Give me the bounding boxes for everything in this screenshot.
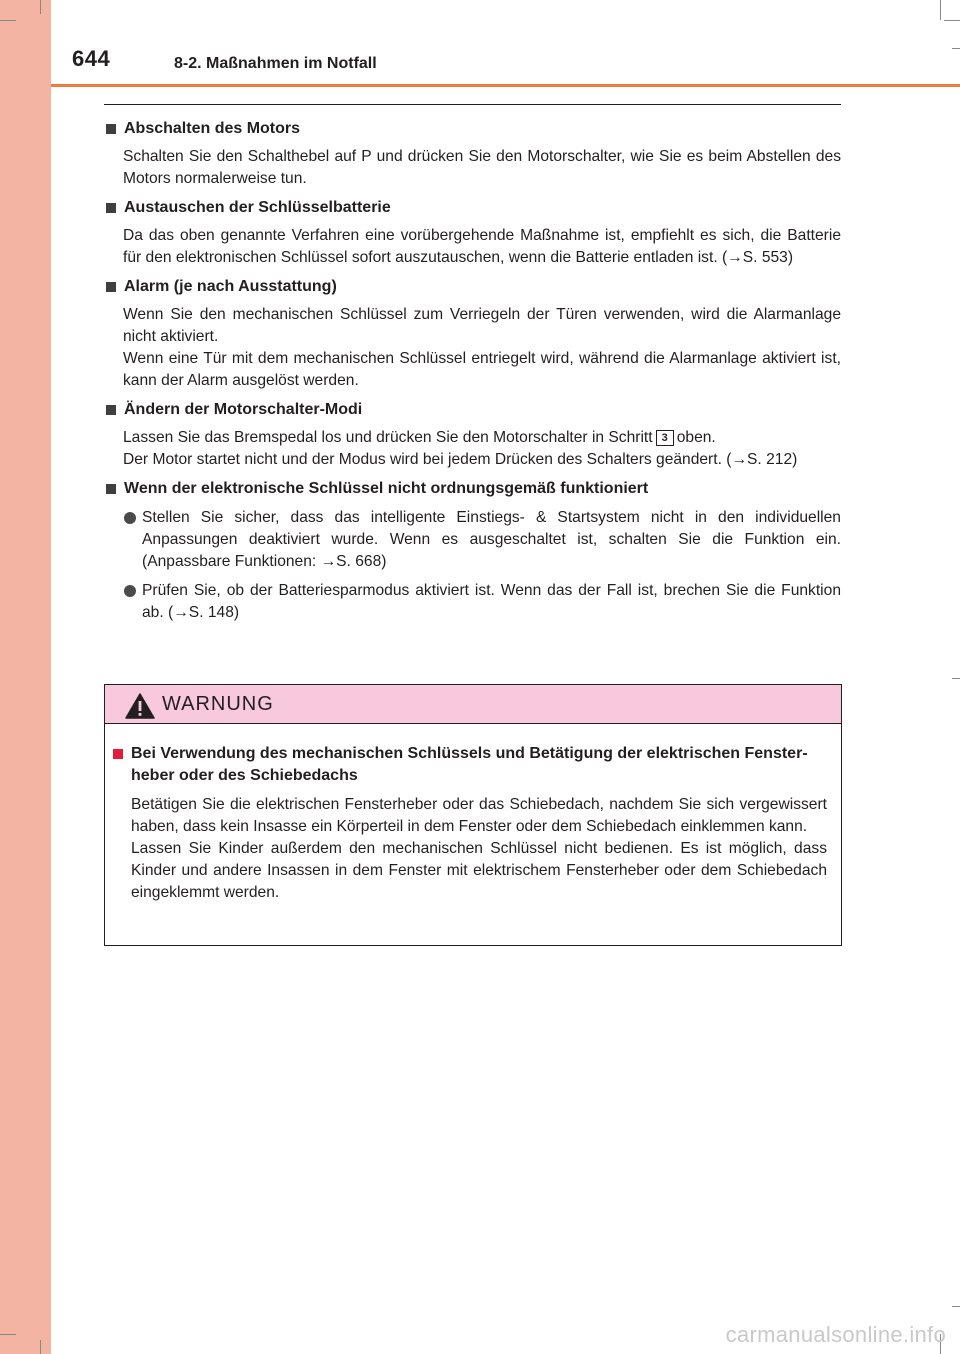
crop-mark — [952, 678, 960, 679]
item-heading: Abschalten des Motors — [104, 118, 841, 140]
paragraph: Da das oben genannte Verfahren eine vorübergehende Maßnahme ist, empfiehlt es sich, die Batterie für den elektronischen Schlüssel sofort auszutauschen, wenn die Batterie entladen ist. (→S. 553) — [123, 227, 841, 266]
crop-mark — [944, 20, 960, 21]
square-bullet-icon — [106, 203, 116, 213]
warning-triangle-icon — [125, 693, 155, 719]
warning-header — [105, 685, 841, 724]
crop-mark — [952, 48, 960, 49]
square-bullet-icon — [106, 124, 116, 134]
content-area — [104, 118, 841, 631]
item-abschalten — [104, 118, 841, 190]
item-alarm — [104, 276, 841, 392]
paragraph: Lassen Sie Kinder außerdem den mechanischen Schlüssel nicht bedienen. Es ist möglich, dass Kinder und andere Insassen in dem Fenster mit elektrischem Fensterheber oder dem Schiebedach eingeklemmt werden. — [131, 840, 827, 901]
warning-box — [104, 684, 842, 946]
list-item: Stellen Sie sicher, dass das intelligente Einstiegs- & Startsystem nicht in den individuellen Anpassungen deaktiviert wurde. Wenn es ausgeschaltet ist, schalten Sie die Funktion ein. (Anpassbare Funktionen: →S. 668) — [104, 507, 841, 573]
item-body — [104, 146, 841, 190]
item-heading: Alarm (je nach Ausstattung) — [104, 276, 841, 298]
crop-mark — [40, 1340, 41, 1354]
paragraph: Betätigen Sie die elektrischen Fensterheber oder das Schiebedach, nachdem Sie sich vergewissert haben, dass kein Insasse ein Körperteil in dem Fenster oder dem Schiebedach einklemmen kann. — [131, 796, 827, 835]
header-rule — [51, 84, 960, 87]
site-watermark: carmanualsonline.info — [725, 1322, 946, 1347]
paragraph: Schalten Sie den Schalthebel auf P und drücken Sie den Motorschalter, wie Sie es beim Abstellen des Motors normalerweise tun. — [123, 148, 841, 187]
warning-body — [105, 724, 841, 904]
item-heading: Ändern der Motorschalter-Modi — [104, 399, 841, 421]
square-bullet-icon — [113, 749, 123, 759]
item-heading: Austauschen der Schlüsselbatterie — [104, 197, 841, 219]
crop-mark — [40, 0, 41, 14]
page-number: 644 — [72, 46, 111, 71]
step-number-badge: 3 — [656, 430, 674, 446]
item-body — [104, 304, 841, 392]
crop-mark — [940, 0, 941, 20]
warning-title: WARNUNG — [162, 693, 274, 715]
item-schluesselbatterie — [104, 197, 841, 269]
paragraph: Wenn eine Tür mit dem mechanischen Schlüssel entriegelt wird, während die Alarmanlage aktiviert ist, kann der Alarm ausgelöst werden. — [123, 350, 841, 389]
circle-bullet-icon — [124, 585, 136, 597]
left-margin-band — [0, 0, 51, 1354]
item-body — [104, 225, 841, 269]
section-title: 8-2. Maßnahmen im Notfall — [174, 55, 377, 72]
warning-heading: Bei Verwendung des mechanischen Schlüssels und Betätigung der elektrischen Fensterheber oder des Schiebedachs — [113, 743, 827, 787]
item-heading: Wenn der elektronische Schlüssel nicht ordnungsgemäß funktioniert — [104, 478, 841, 500]
crop-mark — [952, 1306, 960, 1307]
item-schluessel-funktioniert-nicht — [104, 478, 841, 624]
square-bullet-icon — [106, 405, 116, 415]
crop-mark — [0, 20, 16, 21]
item-motorschalter-modi — [104, 399, 841, 471]
crop-mark — [0, 1334, 16, 1335]
square-bullet-icon — [106, 484, 116, 494]
content-top-rule — [104, 104, 841, 105]
item-body — [104, 427, 841, 471]
square-bullet-icon — [106, 282, 116, 292]
paragraph: Wenn Sie den mechanischen Schlüssel zum Verriegeln der Türen verwenden, wird die Alarmanlage nicht aktiviert. — [123, 306, 841, 345]
warning-text — [113, 794, 827, 904]
paragraph: Lassen Sie das Bremspedal los und drücken Sie den Motorschalter in Schritt 3 oben. — [123, 429, 716, 446]
paragraph: Der Motor startet nicht und der Modus wird bei jedem Drücken des Schalters geändert. (→S. 212) — [123, 451, 798, 468]
circle-bullet-icon — [124, 512, 136, 524]
list-item: Prüfen Sie, ob der Batteriesparmodus aktiviert ist. Wenn das der Fall ist, brechen Sie die Funktion ab. (→S. 148) — [104, 580, 841, 624]
